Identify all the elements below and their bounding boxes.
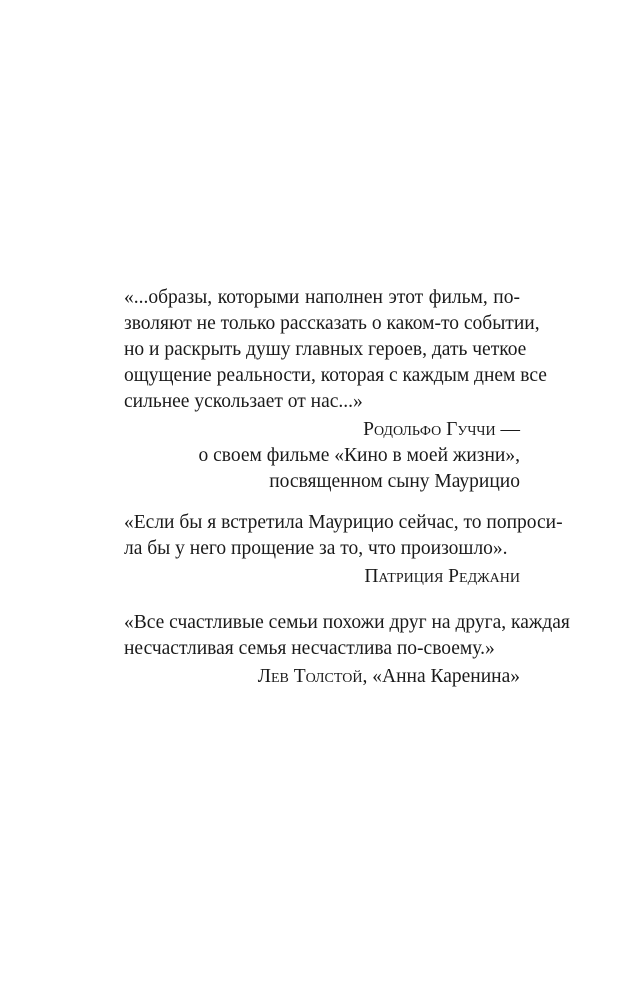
quote-source: , «Анна Каренина» <box>362 666 520 687</box>
epigraph-gucci <box>124 285 547 495</box>
quote-line: но и раскрыть душу главных героев, дать четкое <box>124 339 527 360</box>
quote-author <box>124 564 520 590</box>
quote-line: сильнее ускользает от нас...» <box>124 391 363 412</box>
quote-line: «Все счастливые семьи похожи друг на друга, каждая <box>124 612 570 633</box>
quote-line: зволяют не только рассказать о каком-то событии, <box>124 313 540 334</box>
quote-author <box>124 417 520 443</box>
author-note: о своем фильме «Кино в моей жизни», <box>198 445 520 466</box>
author-name: Патриция Реджани <box>364 566 520 587</box>
author-name: Родольфо Гуччи — <box>363 419 520 440</box>
quote-line: ощущение реальности, которая с каждым днем все <box>124 365 547 386</box>
quote-line: несчастливая семья несчастлива по-своему.» <box>124 638 495 659</box>
author-name: Лев Толстой <box>257 666 363 687</box>
author-note: посвященном сыну Маурицио <box>269 471 520 492</box>
epigraph-reggiani <box>124 510 563 590</box>
quote-author <box>124 664 520 690</box>
epigraph-tolstoy <box>124 610 570 690</box>
quote-line: «...образы, которыми наполнен этот фильм, по- <box>124 287 520 308</box>
quote-line: «Если бы я встретила Маурицио сейчас, то попроси- <box>124 512 563 533</box>
quote-line: ла бы у него прощение за то, что произошло». <box>124 538 508 559</box>
